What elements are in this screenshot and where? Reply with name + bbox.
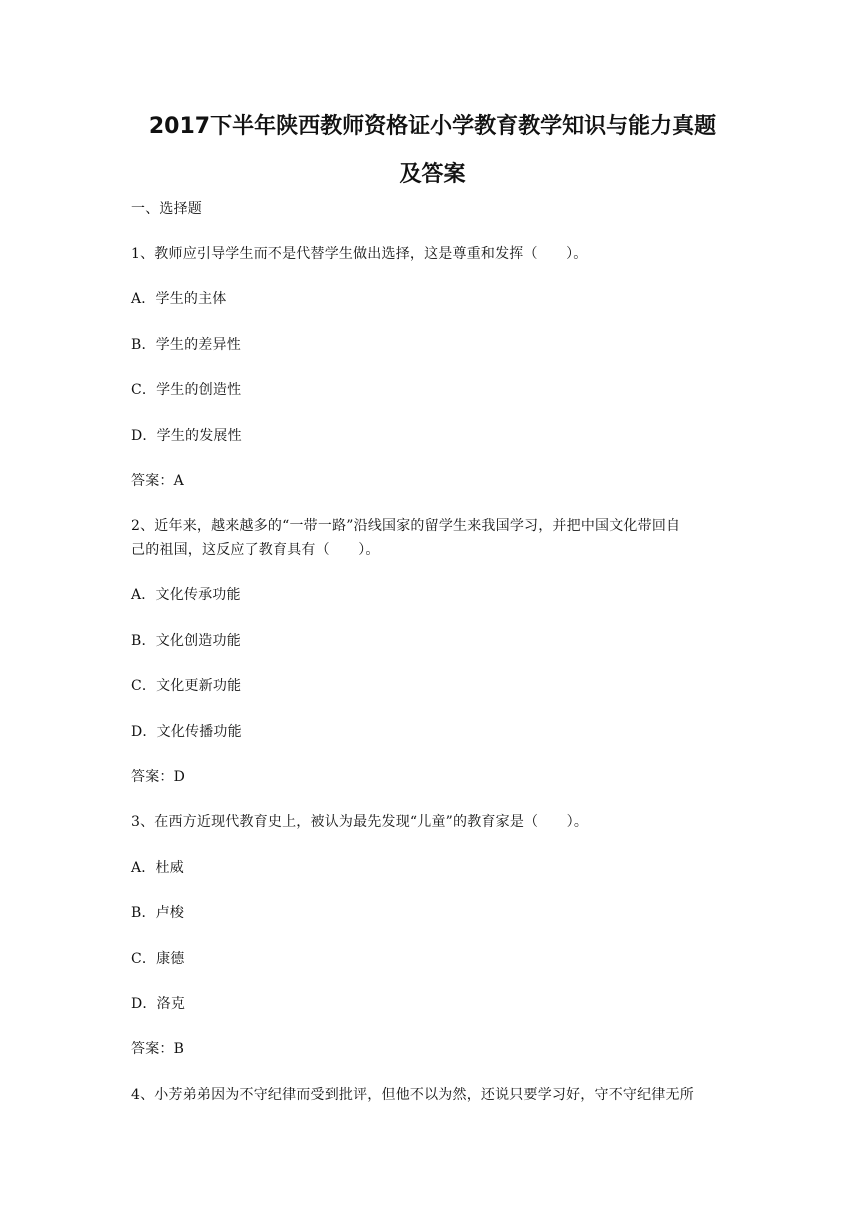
question-3-option-d: D．洛克: [131, 996, 186, 1012]
question-2-option-c: C．文化更新功能: [131, 678, 242, 694]
question-2-stem-line-1: 2、近年来，越来越多的“一带一路”沿线国家的留学生来我国学习，并把中国文化带回自: [131, 518, 681, 534]
document-title-line-1: 2017下半年陕西教师资格证小学教育教学知识与能力真题: [148, 114, 717, 139]
document-title-line-2: 及答案: [399, 162, 466, 187]
question-3-option-c: C．康德: [131, 951, 185, 967]
question-2-stem-line-2: 己的祖国，这反应了教育具有（ ）。: [131, 542, 380, 558]
question-2-option-b: B．文化创造功能: [131, 633, 241, 649]
question-3-stem: 3、在西方近现代教育史上，被认为最先发现“儿童”的教育家是（ ）。: [131, 814, 589, 830]
question-1-option-b: B．学生的差异性: [131, 337, 241, 353]
question-3-option-a: A．杜威: [131, 860, 184, 876]
question-1-stem: 1、教师应引导学生而不是代替学生做出选择，这是尊重和发挥（ ）。: [131, 246, 588, 262]
question-2-answer: 答案：D: [131, 769, 186, 785]
question-1-option-d: D．学生的发展性: [131, 428, 242, 444]
question-3-option-b: B．卢梭: [131, 905, 185, 921]
question-3-answer: 答案：B: [131, 1041, 185, 1057]
question-4-stem: 4、小芳弟弟因为不守纪律而受到批评，但他不以为然，还说只要学习好，守不守纪律无所: [131, 1087, 694, 1103]
question-1-option-c: C．学生的创造性: [131, 382, 242, 398]
question-1-answer: 答案：A: [131, 473, 184, 489]
question-2-option-d: D．文化传播功能: [131, 724, 242, 740]
section-heading: 一、选择题: [131, 201, 202, 217]
question-1-option-a: A．学生的主体: [131, 291, 227, 307]
question-2-option-a: A．文化传承功能: [131, 587, 241, 603]
